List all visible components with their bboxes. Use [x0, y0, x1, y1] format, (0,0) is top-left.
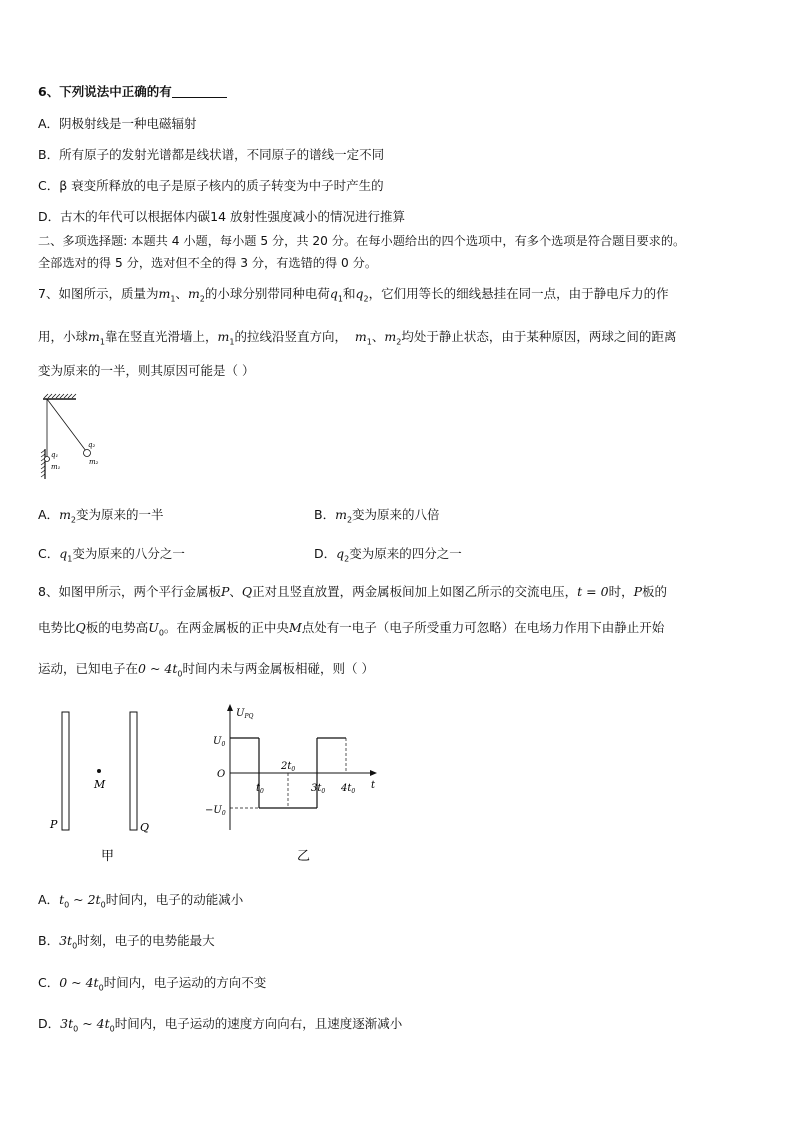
sub: 2 [70, 515, 77, 525]
x-axis-label: t [371, 780, 376, 791]
option-text: 时间内，电子的动能减小 [105, 892, 244, 907]
math-t-eq-0: t = 0 [577, 584, 609, 599]
math-q2: q [336, 546, 345, 561]
q8-text: 时间内未与两金属板相碰，则（ ） [182, 661, 374, 676]
q7-option-c [38, 546, 185, 568]
q8-text: 板的 [642, 584, 668, 599]
sub: 1 [99, 337, 105, 347]
math-m2: m [384, 329, 397, 344]
math: 3t [60, 1016, 74, 1031]
answer-blank [172, 85, 227, 98]
option-letter: A． [38, 892, 60, 907]
q8-line3 [38, 661, 374, 683]
q7-text: 用，小球 [38, 329, 89, 344]
q8-option-d [38, 1016, 402, 1038]
q6-option-a: A．阴极射线是一种电磁辐射 [38, 116, 197, 131]
q7-text: 的拉线沿竖直方向， [234, 329, 347, 344]
q7-option-d [314, 546, 462, 568]
q6-option-d: D．古木的年代可以根据体内碳14 放射性强度减小的情况进行推算 [38, 209, 406, 224]
label-P: P [50, 818, 58, 831]
ball-m1 [45, 457, 50, 462]
q7-line2 [38, 329, 676, 351]
q6-option-c: C．β 衰变所释放的电子是原子核内的质子转变为中子时产生的 [38, 178, 384, 193]
q6-stem [38, 84, 227, 100]
q6-stem-text: 6、下列说法中正确的有 [38, 84, 172, 99]
math-U0: U [148, 620, 159, 635]
q7-line3: 变为原来的一半，则其原因可能是（ ） [38, 363, 255, 378]
q8-option-b [38, 933, 215, 955]
sub: 0 [64, 900, 70, 910]
q7-option-a [38, 507, 164, 529]
tick-4t0: $4t_0$ [341, 783, 356, 795]
math: ~ 2t [69, 892, 101, 907]
math-Q: Q [75, 620, 86, 635]
tick-U0: $U_0$ [213, 736, 226, 748]
tick-t0: $t_0$ [256, 783, 264, 795]
q7-pendulum-figure [38, 393, 118, 483]
sub: 0 [100, 900, 106, 910]
option-letter: B． [38, 933, 60, 948]
option-letter: D． [314, 546, 337, 561]
math-range: 0 ~ 4t [138, 661, 178, 676]
option-letter: A． [38, 507, 60, 522]
q7-text: 、 [175, 286, 188, 301]
label-m2: m₂ [89, 458, 99, 466]
sub: 0 [158, 628, 164, 638]
tick-3t0: $3t_0$ [311, 783, 326, 795]
math: 3t [59, 933, 73, 948]
math-q2: q [355, 286, 364, 301]
label-q2: q₂ [88, 441, 96, 449]
q8-option-a [38, 892, 243, 914]
q7-line1 [38, 286, 669, 308]
math: 0 ~ 4t [59, 975, 99, 990]
sub: 0 [177, 669, 183, 679]
origin-label: O [217, 769, 226, 780]
option-letter: B． [314, 507, 336, 522]
sub: 2 [199, 294, 205, 304]
caption-jia: 甲 [101, 849, 115, 864]
option-text: 变为原来的四分之一 [349, 546, 462, 561]
plate-Q [130, 712, 137, 830]
q8-line1 [38, 584, 667, 600]
q8-text: 、 [229, 584, 242, 599]
q8-text: 。在两金属板的正中央 [163, 620, 289, 635]
section2-line1: 二、多项选择题: 本题共 4 小题，每小题 5 分，共 20 分。在每小题给出的四个选项中，有多个选项是符合题目要求的。 [38, 234, 686, 248]
sub: 1 [67, 554, 73, 564]
option-text: 时间内，电子运动的方向不变 [103, 975, 267, 990]
sub: 2 [344, 554, 350, 564]
q7-text: 均处于静止状态，由于某种原因，两球之间的距离 [401, 329, 677, 344]
label-Q: Q [140, 821, 150, 834]
q7-text: ，它们用等长的细线悬挂在同一点，由于静电斥力的作 [368, 286, 669, 301]
math-m1: m [158, 286, 171, 301]
q8-text: 电势比 [38, 620, 76, 635]
math-P: P [633, 584, 643, 599]
thread-2 [47, 399, 86, 451]
tick-negU0: $-U_0$ [205, 805, 226, 817]
sub: 1 [170, 294, 176, 304]
math-m2: m [59, 507, 71, 522]
sub: 0 [72, 941, 78, 951]
option-text: 时间内，电子运动的速度方向向右，且速度逐渐减小 [114, 1016, 403, 1031]
q8-option-c [38, 975, 266, 997]
sub: 2 [363, 294, 369, 304]
option-text: 时刻，电子的电势能最大 [77, 933, 215, 948]
label-M: M [94, 778, 106, 791]
x-axis-arrow [370, 770, 377, 776]
option-letter: C． [38, 546, 60, 561]
label-m1: m₁ [51, 463, 61, 471]
section2-line2: 全部选对的得 5 分，选对但不全的得 3 分，有选错的得 0 分。 [38, 256, 378, 270]
math-M: M [288, 620, 302, 635]
sub: 1 [337, 294, 344, 304]
math-m1: m [88, 329, 100, 344]
option-letter: C． [38, 975, 60, 990]
option-text: 变为原来的八倍 [352, 507, 440, 522]
math-m2: m [187, 286, 200, 301]
sub: 1 [229, 337, 235, 347]
math: t [59, 892, 65, 907]
sub: 0 [98, 983, 104, 993]
y-axis-arrow [227, 704, 233, 711]
q8-text: 8、如图甲所示，两个平行金属板 [38, 584, 221, 599]
plate-P [62, 712, 69, 830]
q6-option-b: B．所有原子的发射光谱都是线状谱，不同原子的谱线一定不同 [38, 147, 385, 162]
sub: 2 [346, 515, 353, 525]
math-m2: m [335, 507, 347, 522]
label-q1: q₁ [51, 451, 59, 459]
q8-text: 点处有一电子（电子所受重力可忽略）在电场力作用下由静止开始 [301, 620, 665, 635]
q8-text: 运动，已知电子在 [38, 661, 139, 676]
option-text: 变为原来的一半 [76, 507, 164, 522]
q7-text: 和 [343, 286, 356, 301]
sub: 0 [109, 1024, 115, 1034]
math-m1: m [217, 329, 230, 344]
q8-voltage-chart [205, 700, 385, 870]
point-M [97, 769, 101, 773]
q8-text: 时， [608, 584, 634, 599]
math: ~ 4t [78, 1016, 110, 1031]
q8-line2 [38, 620, 664, 642]
y-axis-label: $U_{PQ}$ [236, 708, 254, 720]
q8-plates-figure [40, 700, 190, 870]
q7-text: 7、如图所示，质量为 [38, 286, 159, 301]
math-m1: m [354, 329, 367, 344]
sub: 0 [73, 1024, 79, 1034]
ceiling-hatch [44, 394, 76, 398]
sub: 2 [396, 337, 402, 347]
math-P: P [220, 584, 230, 599]
q8-text: 正对且竖直放置，两金属板间加上如图乙所示的交流电压， [252, 584, 578, 599]
q7-text: 靠在竖直光滑墙上， [104, 329, 218, 344]
q7-text: 的小球分别带同种电荷 [204, 286, 330, 301]
sub: 1 [366, 337, 372, 347]
math-q1: q [329, 286, 338, 301]
math-q1: q [59, 546, 68, 561]
option-text: 变为原来的八分之一 [72, 546, 185, 561]
q7-option-b [314, 507, 440, 529]
q7-text: 、 [371, 329, 385, 344]
ball-m2 [84, 450, 91, 457]
tick-2t0: $2t_0$ [281, 761, 296, 773]
q8-text: 板的电势高 [85, 620, 149, 635]
caption-yi: 乙 [297, 849, 311, 864]
option-letter: D． [38, 1016, 61, 1031]
math-Q: Q [241, 584, 253, 599]
